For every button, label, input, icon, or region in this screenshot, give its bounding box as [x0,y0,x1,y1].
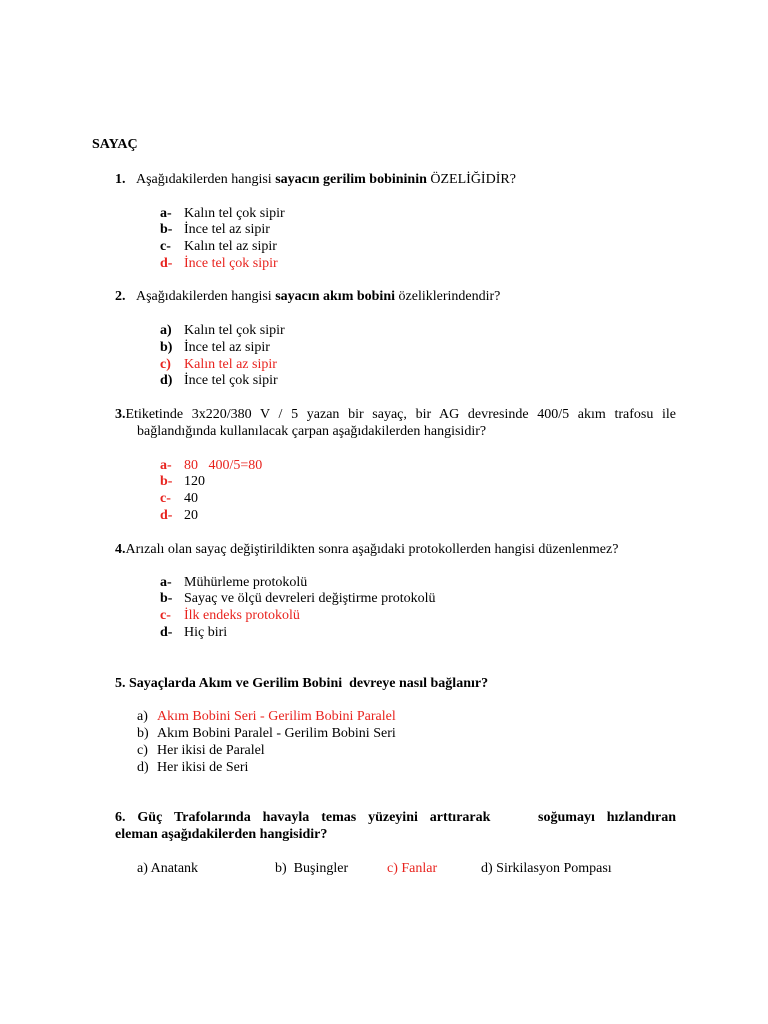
q3-option-a-answer [160,457,262,474]
option-text: İnce tel az sipir [184,340,270,355]
question-text: Etiketinde 3x220/380 V / 5 yazan bir sayaç, bir AG devresinde 400/5 akım trafosu ile [125,407,676,422]
option-label: d- [160,508,173,523]
q3-option-d [160,507,198,524]
option-label: d) [137,760,149,775]
q5-option-d [137,759,248,776]
question-number: 2. [115,289,126,304]
q2-option-a [160,322,285,339]
question-3-line-1 [115,406,676,423]
option-label: b- [160,222,173,237]
option-label: c- [160,491,171,506]
option-label: d- [160,625,173,640]
option-label: a- [160,458,172,473]
q6-option-c-answer: c) Fanlar [387,861,438,876]
q2-option-c-answer [160,356,277,373]
q5-option-b [137,725,396,742]
option-label: b- [160,474,173,489]
option-text: Hiç biri [184,625,228,640]
q2-option-b [160,339,270,356]
option-label: b) [137,726,149,741]
question-1 [115,171,516,188]
option-label: a) [137,709,148,724]
q6-option-b: b) Buşingler [275,861,349,876]
q1-option-b [160,221,270,238]
option-label: d- [160,256,173,271]
q4-option-d [160,624,227,641]
option-text: İnce tel çok sipir [184,256,278,271]
q3-option-b [160,473,205,490]
option-label: c- [160,239,171,254]
question-number: 1. [115,172,126,187]
q6-option-d: d) Sirkilasyon Pompası [481,861,612,876]
question-text: Arızalı olan sayaç değiştirildikten sonra aşağıdaki protokollerden hangisi düzenlenmez? [125,542,619,557]
option-label: b- [160,591,173,606]
option-text: Kalın tel az sipir [184,357,277,372]
question-text-pre: Aşağıdakilerden hangisi [136,172,276,187]
option-label: a) [160,323,172,338]
question-5: 5. Sayaçlarda Akım ve Gerilim Bobini devreye nasıl bağlanır? [115,676,489,691]
q1-option-d-answer [160,255,278,272]
q2-option-d [160,372,278,389]
option-label: b) [160,340,173,355]
option-text: Sayaç ve ölçü devreleri değiştirme protokolü [184,591,436,606]
question-text-post: ÖZELİĞİDİR? [426,172,516,187]
question-4 [115,541,618,558]
question-2 [115,288,500,305]
question-6-line-2: eleman aşağıdakilerden hangisidir? [115,827,328,842]
question-text-bold: sayacın gerilim bobininin [275,172,427,187]
question-6-line-1: 6. Güç Trafolarında havayla temas yüzeyini arttırarak soğumayı hızlandıran [115,810,676,825]
option-text: İnce tel az sipir [184,222,270,237]
q4-option-c-answer [160,607,300,624]
q4-option-b [160,590,436,607]
option-text: Akım Bobini Paralel - Gerilim Bobini Seri [157,726,396,741]
question-3-line-2: bağlandığında kullanılacak çarpan aşağıdakilerden hangisidir? [137,424,487,439]
option-text: Her ikisi de Seri [157,760,249,775]
option-label: c) [137,743,148,758]
option-text: Kalın tel çok sipir [184,206,285,221]
option-label: a- [160,206,172,221]
option-text: 20 [184,508,198,523]
option-text: İnce tel çok sipir [184,373,278,388]
option-text: 80 400/5=80 [184,458,263,473]
option-label: a- [160,575,172,590]
question-text-post: özeliklerindendir? [395,289,501,304]
q5-option-a-answer [137,708,396,725]
q5-option-c [137,742,265,759]
question-number: 3. [115,407,126,422]
question-number: 4. [115,542,126,557]
option-text: Her ikisi de Paralel [157,743,265,758]
option-label: c- [160,608,171,623]
document-title: SAYAÇ [92,137,138,152]
question-text-bold: sayacın akım bobini [275,289,396,304]
option-text: 40 [184,491,198,506]
q1-option-c [160,238,277,255]
question-text-pre: Aşağıdakilerden hangisi [136,289,276,304]
option-text: Kalın tel çok sipir [184,323,285,338]
option-text: İlk endeks protokolü [184,608,300,623]
option-text: Akım Bobini Seri - Gerilim Bobini Paralel [157,709,396,724]
q1-option-a [160,205,285,222]
q6-option-a: a) Anatank [137,861,199,876]
option-text: 120 [184,474,205,489]
option-label: d) [160,373,173,388]
q4-option-a [160,574,307,591]
q3-option-c [160,490,198,507]
option-text: Mühürleme protokolü [184,575,308,590]
option-text: Kalın tel az sipir [184,239,277,254]
option-label: c) [160,357,171,372]
